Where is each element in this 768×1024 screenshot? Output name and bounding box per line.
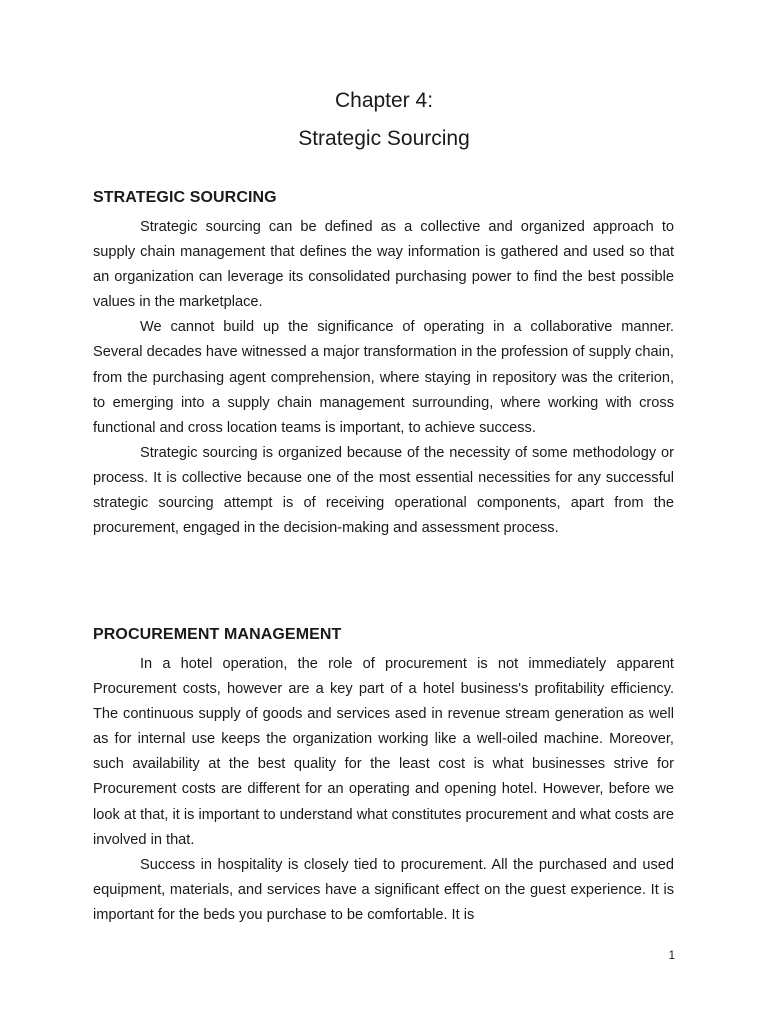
paragraph: Strategic sourcing can be defined as a collective and organized approach to supply chain management that defines the way information is gathered and used so that an organization can leverage its consolidated purchasing power to find the best possible values in the marketplace. [93,219,674,311]
page-number: 1 [668,950,675,962]
section-heading: PROCUREMENT MANAGEMENT [93,626,342,643]
section-procurement-management [93,625,674,928]
chapter-number: Chapter 4: [334,89,434,112]
section-strategic-sourcing [93,188,674,541]
paragraph: In a hotel operation, the role of procurement is not immediately apparent Procurement costs, however are a key part of a hotel business's profitability efficiency. The continuous supply of goods and services ased in revenue stream generation as well as for internal use keeps the organization working like a well-oiled machine. Moreover, such availability at the best quality for the least cost is what businesses strive for Procurement costs are different for an operating and opening hotel. However, before we look at that, it is important to understand what constitutes procurement and what costs are involved in that. [93,656,674,848]
paragraph: Strategic sourcing is organized because of the necessity of some methodology or process. It is collective because one of the most essential necessities for any successful strategic sourcing attempt is of receiving operational components, apart from the procurement, engaged in the decision-making and assessment process. [93,444,674,537]
section-heading: STRATEGIC SOURCING [93,189,277,206]
paragraph: Success in hospitality is closely tied to procurement. All the purchased and used equipment, materials, and services have a significant effect on the guest experience. It is important for the beds you purchase to be comfortable. It is [93,856,674,923]
chapter-title: Strategic Sourcing [298,127,470,150]
paragraph: We cannot build up the significance of operating in a collaborative manner. Several decades have witnessed a major transformation in the profession of supply chain, from the purchasing agent comprehension, where staying in repository was the criterion, to emerging into a supply chain management surrounding, where working with cross functional and cross location teams is important, to achieve success. [93,319,674,436]
